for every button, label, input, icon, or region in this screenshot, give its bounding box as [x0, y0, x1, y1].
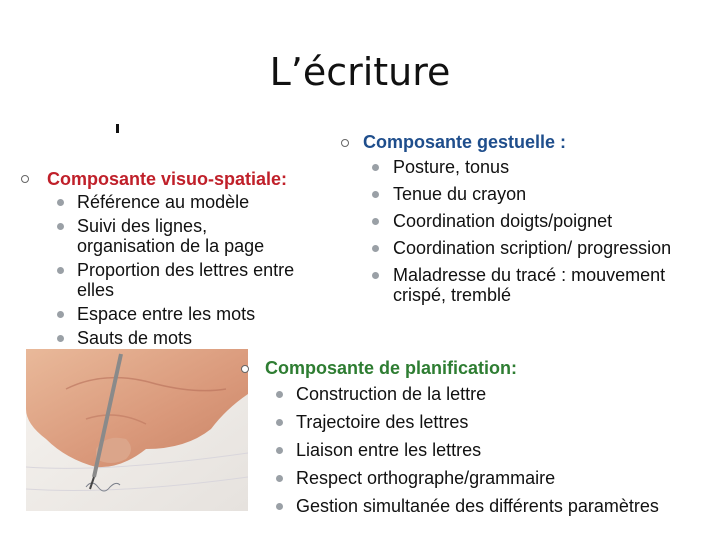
list-item: Coordination doigts/poignet	[393, 211, 713, 231]
circle-bullet-icon	[21, 175, 29, 183]
list-item: Référence au modèle	[77, 192, 327, 212]
circle-bullet-icon	[241, 365, 249, 373]
gestuelle-heading	[363, 131, 713, 153]
dot-bullet-icon	[276, 447, 283, 454]
gestuelle-heading-text: Composante gestuelle :	[363, 132, 567, 152]
dot-bullet-icon	[57, 311, 64, 318]
dot-bullet-icon	[372, 272, 379, 279]
planification-heading	[265, 357, 715, 379]
dot-bullet-icon	[276, 391, 283, 398]
visuo-spatial-heading	[47, 168, 327, 190]
list-item: Proportion des lettres entre elles	[77, 260, 317, 300]
list-item: Coordination scription/ progression	[393, 238, 713, 258]
list-item: Liaison entre les lettres	[296, 440, 715, 460]
gestuelle-list	[393, 157, 713, 305]
dot-bullet-icon	[372, 245, 379, 252]
handwriting-photo	[26, 349, 248, 511]
dot-bullet-icon	[57, 199, 64, 206]
dot-bullet-icon	[57, 267, 64, 274]
list-item: Espace entre les mots	[77, 304, 327, 324]
circle-bullet-icon	[341, 139, 349, 147]
list-item: Posture, tonus	[393, 157, 713, 177]
dot-bullet-icon	[372, 191, 379, 198]
list-item: Tenue du crayon	[393, 184, 713, 204]
list-item: Suivi des lignes, organisation de la page	[77, 216, 277, 256]
gestuelle-section	[363, 131, 713, 312]
hand-with-pen-icon	[26, 349, 248, 511]
dot-bullet-icon	[57, 335, 64, 342]
planification-heading-text: Composante de planification:	[265, 358, 518, 378]
list-item: Trajectoire des lettres	[296, 412, 715, 432]
list-item: Maladresse du tracé : mouvement crispé, tremblé	[393, 265, 693, 305]
planification-section	[265, 357, 715, 524]
dot-bullet-icon	[276, 419, 283, 426]
list-item: Construction de la lettre	[296, 384, 715, 404]
slide-title: L’écriture	[269, 50, 451, 94]
visuo-spatial-section	[47, 168, 327, 352]
dot-bullet-icon	[372, 218, 379, 225]
dot-bullet-icon	[372, 164, 379, 171]
dot-bullet-icon	[276, 475, 283, 482]
planification-list	[296, 384, 715, 516]
dot-bullet-icon	[57, 223, 64, 230]
dot-bullet-icon	[276, 503, 283, 510]
list-item: Gestion simultanée des différents paramètres	[296, 496, 715, 516]
visuo-spatial-list	[77, 192, 327, 348]
stray-mark	[116, 124, 119, 133]
visuo-spatial-heading-text: Composante visuo-spatiale:	[47, 169, 288, 189]
list-item: Sauts de mots	[77, 328, 327, 348]
list-item: Respect orthographe/grammaire	[296, 468, 715, 488]
